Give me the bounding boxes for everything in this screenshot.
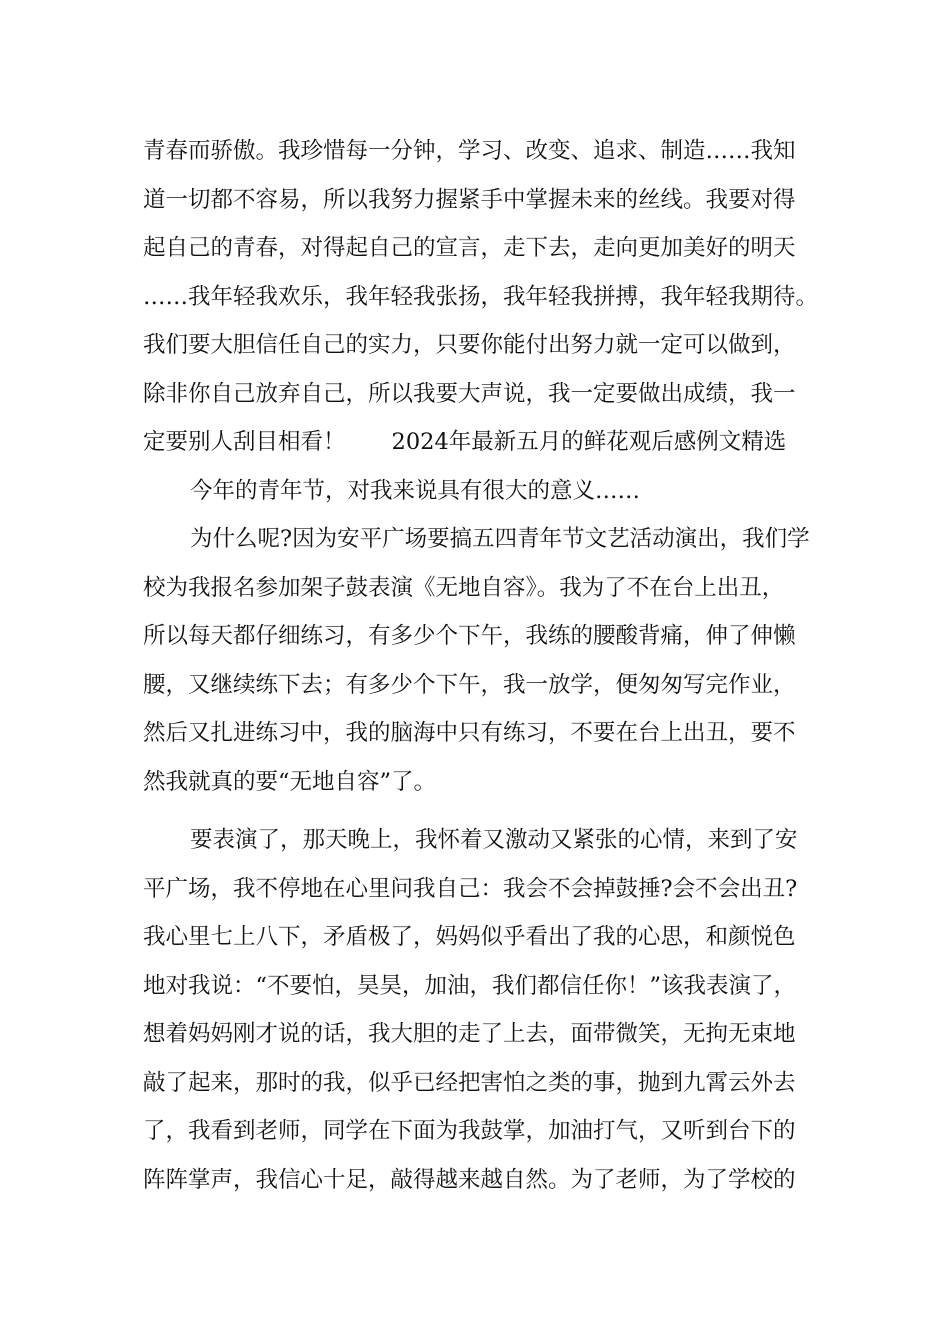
text-line xyxy=(143,418,833,467)
text-line: 今年的青年节，对我来说具有很大的意义…… xyxy=(190,477,641,504)
text-line: 道一切都不容易，所以我努力握紧手中掌握未来的丝线。我要对得 xyxy=(143,186,796,213)
text-line: 为什么呢?因为安平广场要搞五四青年节文艺活动演出，我们学 xyxy=(190,526,810,552)
text-line: 青春而骄傲。我珍惜每一分钟，学习、改变、追求、制造……我知 xyxy=(143,138,796,164)
paragraph-4 xyxy=(143,816,833,1204)
text-line: 地对我说：“不要怕，昊昊，加油，我们都信任你！”该我表演了， xyxy=(143,972,797,999)
paragraph-spacer xyxy=(143,806,833,816)
text-line: 校为我报名参加架子鼓表演《无地自容》。我为了不在台上出丑， xyxy=(143,574,785,601)
text-line: 所以每天都仔细练习，有多少个下午，我练的腰酸背痛，伸了伸懒 xyxy=(143,623,796,649)
text-line: ……我年轻我欢乐，我年轻我张扬，我年轻我拼搏，我年轻我期待。 xyxy=(143,283,819,310)
paragraph-3 xyxy=(143,515,833,806)
text-line: 腰，又继续练下去；有多少个下午，我一放学，便匆匆写完作业， xyxy=(143,671,796,698)
text-line: 除非你自己放弃自己，所以我要大声说，我一定要做出成绩，我一 xyxy=(143,380,796,407)
text-line: 敲了起来，那时的我，似乎已经把害怕之类的事，抛到九霄云外去 xyxy=(143,1069,796,1096)
text-line: 我心里七上八下，矛盾极了，妈妈似乎看出了我的心思，和颜悦色 xyxy=(143,924,796,950)
text-line: 想着妈妈刚才说的话，我大胆的走了上去，面带微笑，无拘无束地 xyxy=(143,1021,796,1047)
text-line: 了，我看到老师，同学在下面为我鼓掌，加油打气，又听到台下的 xyxy=(143,1118,796,1144)
paragraph-1 xyxy=(143,127,833,467)
text-line: 平广场，我不停地在心里问我自己：我会不会掉鼓捶?会不会出丑? xyxy=(143,875,798,902)
paragraph-1-last-line: 定要别人刮目相看！ xyxy=(143,429,346,455)
document-body xyxy=(143,127,833,1204)
essay-title: 2024年最新五月的鲜花观后感例文精选 xyxy=(391,429,787,455)
text-line: 我们要大胆信任自己的实力，只要你能付出努力就一定可以做到， xyxy=(143,332,796,358)
text-line: 阵阵掌声，我信心十足，敲得越来越自然。为了老师，为了学校的 xyxy=(143,1166,796,1193)
text-line: 然我就真的要“无地自容”了。 xyxy=(143,768,437,795)
paragraph-2 xyxy=(143,467,833,516)
text-line: 起自己的青春，对得起自己的宣言，走下去，走向更加美好的明天 xyxy=(143,235,796,261)
text-line: 然后又扎进练习中，我的脑海中只有练习，不要在台上出丑，要不 xyxy=(143,720,796,746)
text-line: 要表演了，那天晚上，我怀着又激动又紧张的心情，来到了安 xyxy=(190,827,798,853)
